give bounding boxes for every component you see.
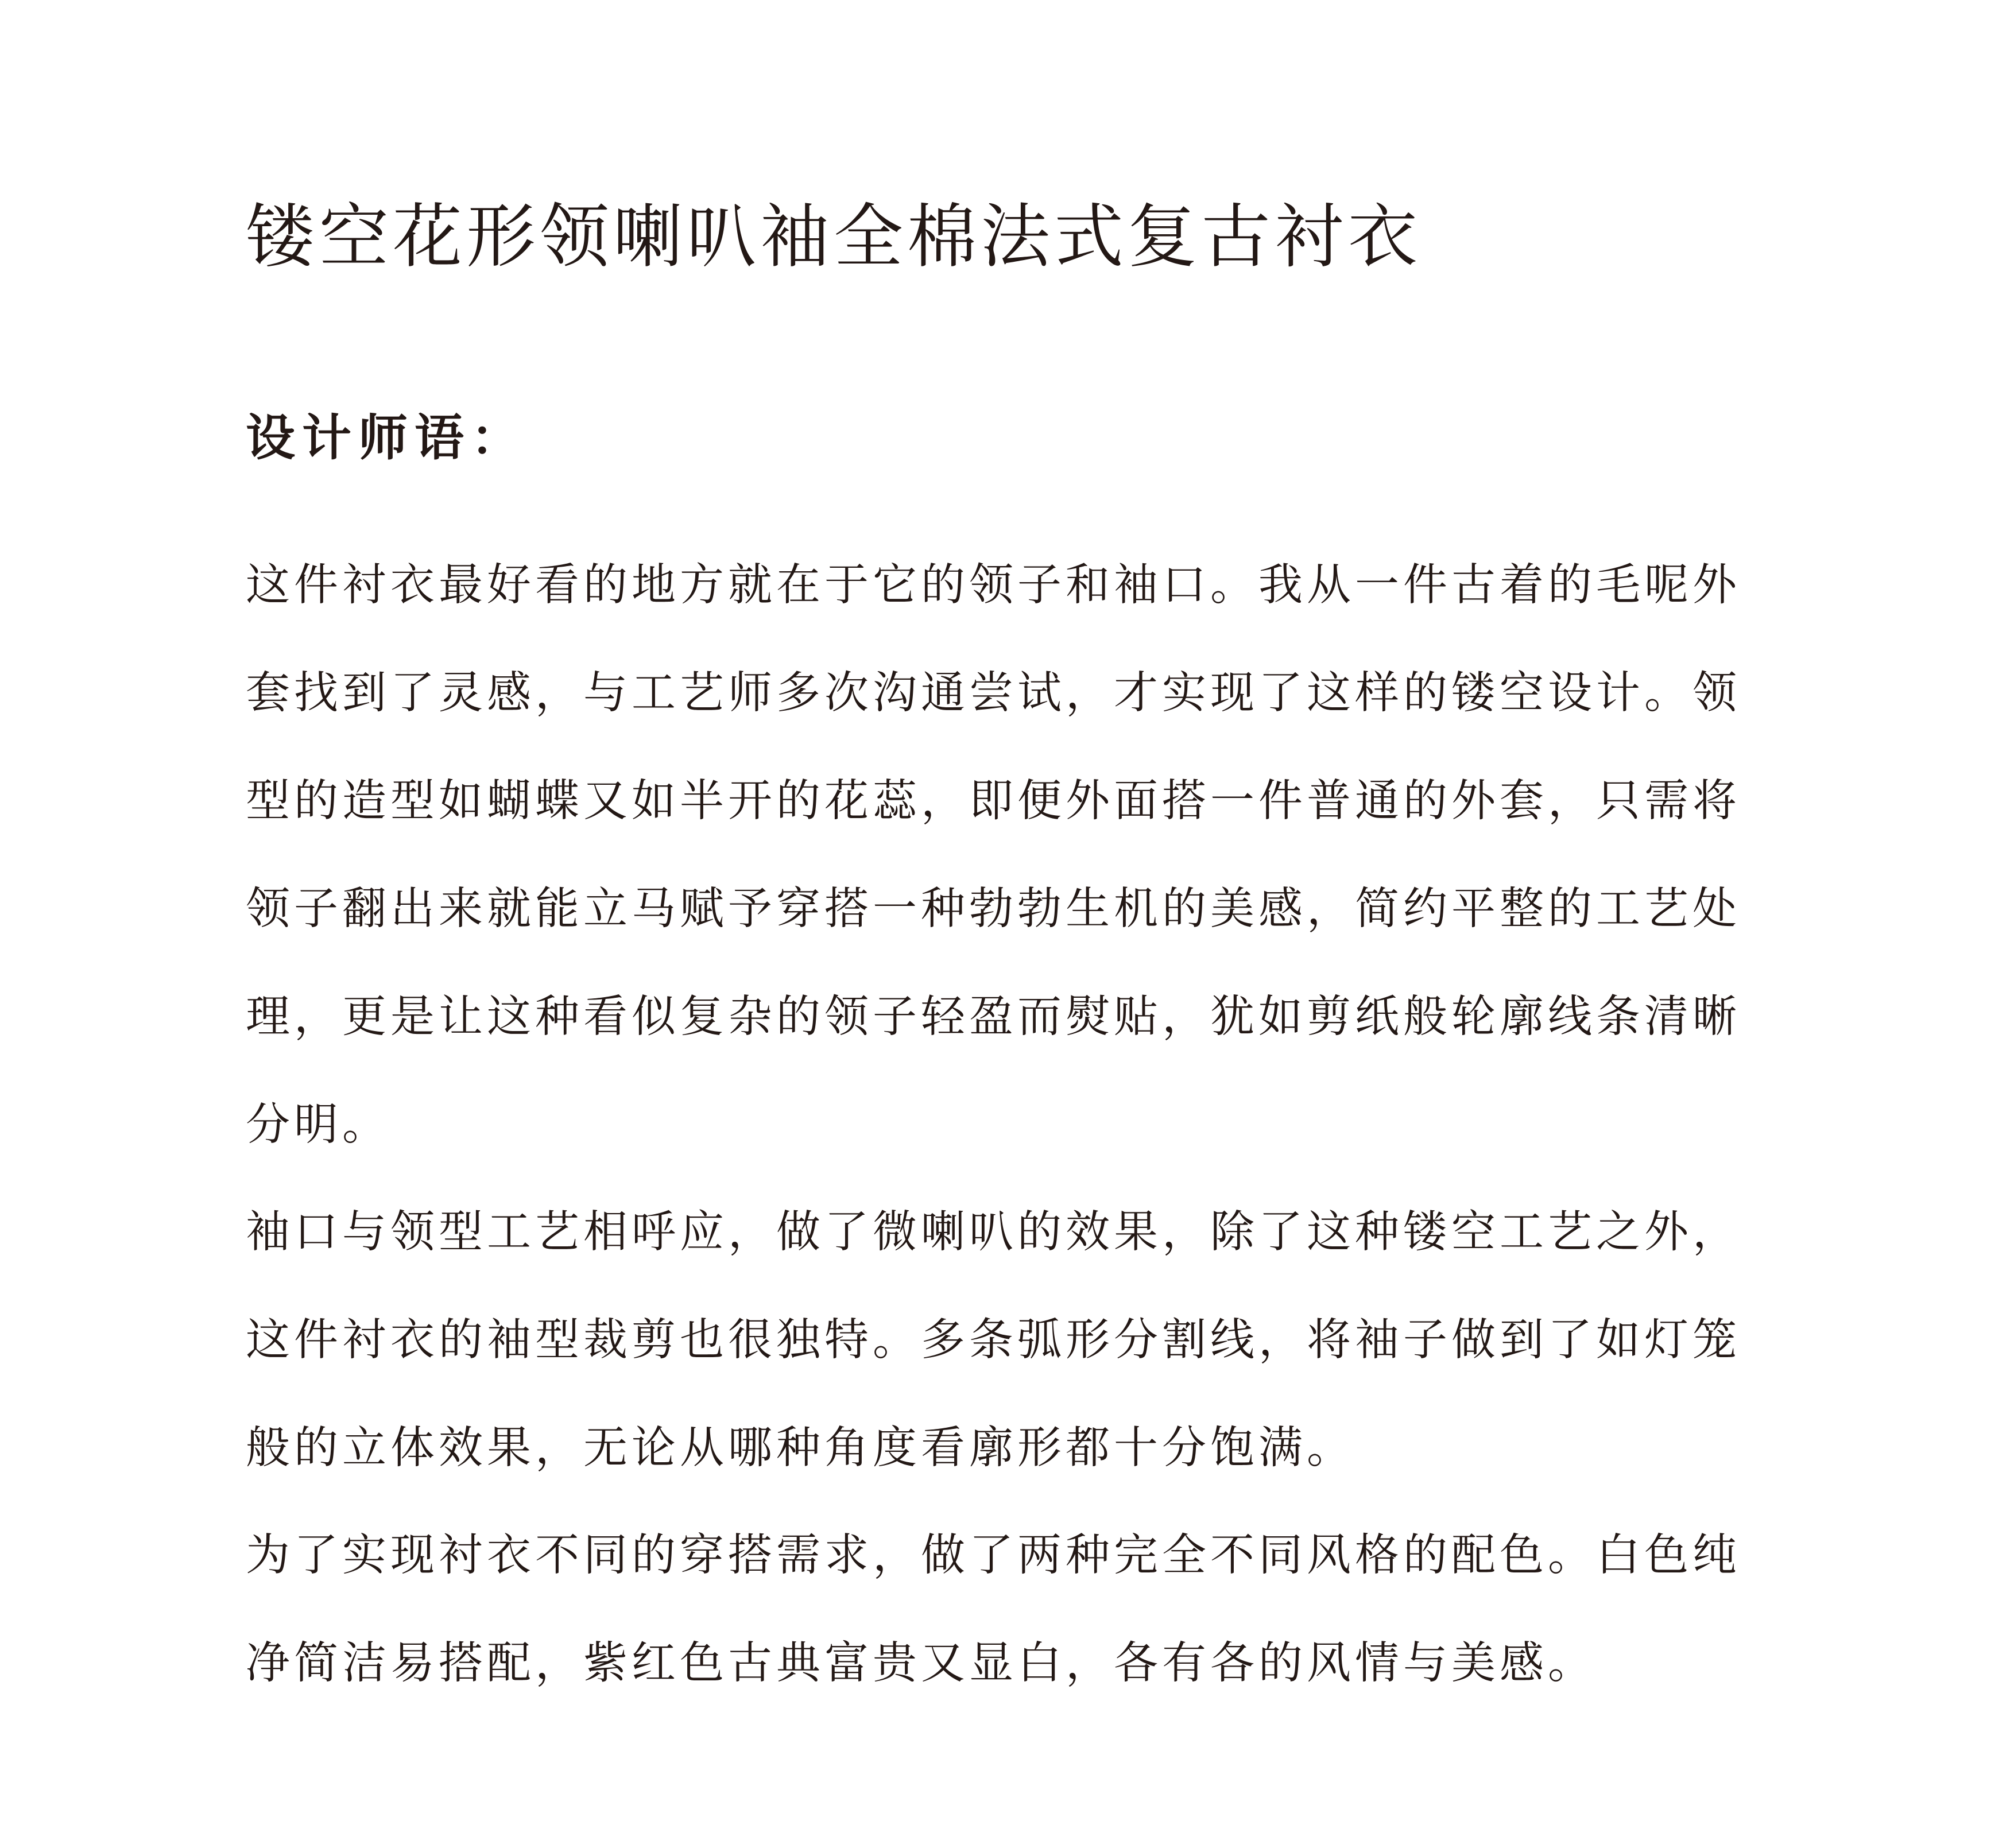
paragraph-line: 分明。 <box>246 1099 390 1150</box>
paragraph-line: 袖口与领型工艺相呼应，做了微喇叭的效果，除了这种镂空工艺之外， <box>246 1207 1741 1258</box>
paragraph-line: 领子翻出来就能立马赋予穿搭一种勃勃生机的美感，简约平整的工艺处 <box>246 884 1741 935</box>
section-heading: 设计师语： <box>246 409 527 467</box>
paragraph-line: 般的立体效果，无论从哪种角度看廓形都十分饱满。 <box>246 1423 1355 1474</box>
paragraph-line: 为了实现衬衣不同的穿搭需求，做了两种完全不同风格的配色。白色纯 <box>246 1530 1741 1581</box>
paragraph-line: 净简洁易搭配，紫红色古典富贵又显白，各有各的风情与美感。 <box>246 1638 1596 1689</box>
paragraph-line: 这件衬衣最好看的地方就在于它的领子和袖口。我从一件古着的毛呢外 <box>246 560 1741 611</box>
paragraph-line: 套找到了灵感，与工艺师多次沟通尝试，才实现了这样的镂空设计。领 <box>246 668 1741 719</box>
paragraph-line: 这件衬衣的袖型裁剪也很独特。多条弧形分割线，将袖子做到了如灯笼 <box>246 1315 1741 1366</box>
page-title: 镂空花形领喇叭袖全棉法式复古衬衣 <box>246 196 1422 277</box>
paragraph-line: 理，更是让这种看似复杂的领子轻盈而熨贴，犹如剪纸般轮廓线条清晰 <box>246 991 1741 1043</box>
paragraph-line: 型的造型如蝴蝶又如半开的花蕊，即便外面搭一件普通的外套，只需将 <box>246 776 1741 827</box>
